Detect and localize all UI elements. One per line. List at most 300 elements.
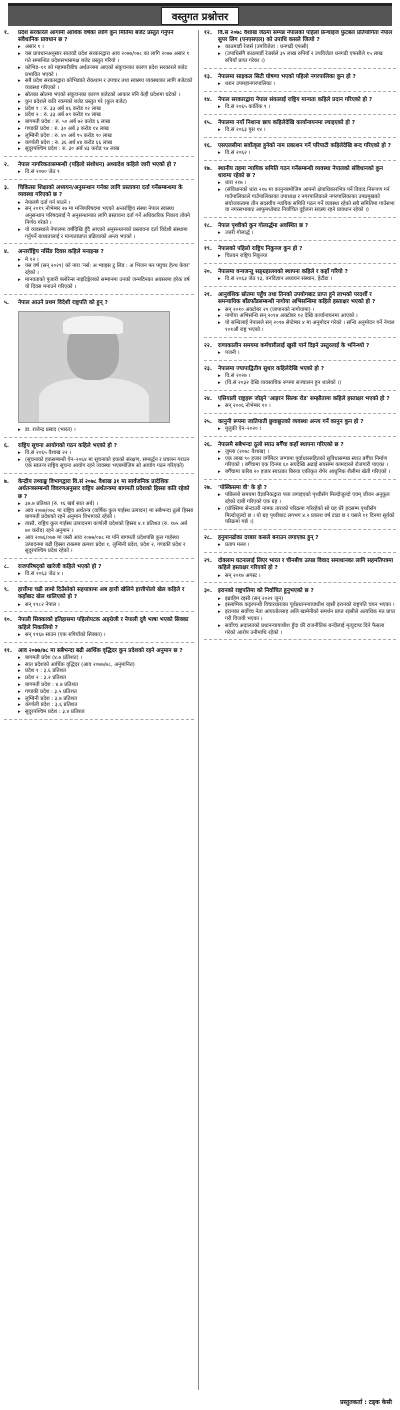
- answer-text: (उपाधिसँगै काठमाडौं रेजर्सले ३५ लाख रुपियाँ र उपविजेता धनगढी एफसीले १५ लाख रुपियाँ प्राप्त गरेका ।): [225, 51, 383, 64]
- bullet-icon: ▸: [18, 668, 21, 675]
- question-line: [204, 166, 396, 180]
- answer-text: स्रोतका स्रोतमा भएको संकुचनका कारण बजेटको आकार पनि केही प्रदेशमा घटेको ।: [25, 91, 181, 98]
- question-line: [204, 588, 396, 595]
- answer-line: [18, 427, 194, 434]
- question-text: आव २०७७/७८ मा सबैभन्दा बढी आर्थिक वृद्धिदर कुन प्रदेशको रहने अनुमान छ ?: [18, 647, 183, 654]
- question-number: १०.: [4, 617, 12, 624]
- question-separator: [4, 156, 194, 157]
- question-line: [4, 249, 194, 256]
- answer-line: [18, 263, 194, 277]
- question-item: [204, 223, 396, 241]
- question-text: राजपरिषद्को खारेजी कहिले भएको हो ?: [18, 564, 102, 571]
- question-text: चिकित्सा शिक्षाको अध्ययन/अनुसन्धान गर्नका लागि प्रस्तावना दर्ता गर्नेसम्बन्धमा के व्यवस्था गरिएको छ ?: [18, 185, 183, 199]
- bullet-icon: ▸: [218, 602, 221, 609]
- answer-text: आव २०७६/०७७ मा जस्तै आव २०७७/०७८ मा पनि बागमती प्रदेशपछि कुल गार्हस्थ्य उत्पादनमा बढी हिस्सा राख्नमा क्रमशः प्रदेश १, लुम्बिनी प्रदेश, प्रदेश २, गण्डकी प्रदेश र सुदूरपश्चिम प्रदेश रहेको ।: [25, 534, 186, 555]
- question-item: [204, 120, 396, 138]
- question-number: १९.: [204, 246, 212, 253]
- answer-line: [18, 709, 194, 716]
- bullet-icon: ▸: [218, 372, 221, 379]
- answer-text: इस्लामिक कट्टरपन्थी विचारधाराका पूर्वप्रधानन्यायाधीश रइसी इरानको राष्ट्रपति चयन भएका ।: [225, 602, 395, 609]
- bullet-icon: ▸: [218, 180, 221, 187]
- answer-text: वि.सं २०६२ ।: [225, 150, 251, 156]
- answer-text: सन् १९६७ साउन (एक रुपियाँको सिक्का) ।: [25, 631, 106, 638]
- question-text: नेपाल आउने प्रथम विदेशी राष्ट्रपति को हुन् ?: [18, 299, 108, 306]
- question-line: [204, 74, 396, 81]
- question-item: [4, 564, 194, 582]
- answer-text: बगैँचामा करिब २० हजार स्याउका बिरुवा एकीकृत रोपेर आधुनिक शैलीमा खेती गरिएको ।: [225, 469, 391, 476]
- question-line: [4, 587, 194, 601]
- question-separator: [4, 611, 194, 612]
- answer-text: इरानका सर्वोच्च नेता आयातोल्लाह अलि खामेनीको समर्थन प्राप्त रइसीले अत्यधिक मत प्राप्त गरी विजयी भएका ।: [225, 609, 396, 622]
- bullet-icon: ▸: [218, 44, 221, 51]
- question-separator: [204, 263, 396, 264]
- bullet-icon: ▸: [218, 313, 221, 320]
- answer-text: सुदूरपश्चिम प्रदेश : रु. ३० अर्ब ४३ करोड ९४ लाख: [25, 146, 120, 153]
- answer-line: [218, 542, 396, 549]
- answer-text: (वि.सं २०३२ देखि व्यवसायिक रूपमा सञ्चालन हुन थालेको ।): [225, 379, 342, 386]
- question-line: [204, 30, 396, 44]
- answer-line: [18, 99, 194, 106]
- answer-text: इब्राहिम रइसी (सन् २०२१ जुन): [225, 595, 284, 602]
- answer-line: [18, 78, 194, 92]
- question-number: १७.: [204, 165, 212, 172]
- answer-text: धरान उपमहानगरपालिका ।: [225, 81, 276, 87]
- question-separator: [4, 437, 194, 438]
- answer-text: वि.सं २०६५ वैशाख २२ ।: [25, 449, 72, 456]
- answer-text: मे १२ ।: [25, 256, 39, 263]
- bullet-icon: ▸: [18, 64, 21, 71]
- answer-line: [18, 655, 194, 662]
- answer-line: [218, 253, 396, 260]
- bullet-icon: ▸: [218, 455, 221, 462]
- answer-line: [218, 150, 396, 157]
- bullet-icon: ▸: [18, 169, 21, 176]
- bullet-icon: ▸: [218, 425, 221, 432]
- answer-line: [218, 449, 396, 456]
- question-item: [204, 143, 396, 161]
- answer-text: पछिल्लो समयमा वैज्ञानिकद्वारा पत्ता लगाइएको पृथ्वीसँग मिल्दोजुल्दो एवम् जीवन अनुकूल रहेको दाबी गरिएको एक ग्रह ।: [225, 492, 390, 505]
- answer-line: [18, 675, 194, 682]
- bullet-icon: ▸: [18, 98, 21, 105]
- question-separator: [4, 179, 194, 180]
- question-separator: [204, 413, 396, 414]
- answer-text: वि.सं २०२७ ।: [225, 372, 251, 379]
- answer-text: (सूचनाको हकसम्बन्धी ऐन–२०६४ मा सूचनाको हकको संरक्षण, सम्बर्द्धन र प्रचलन गराउन एक स्वतन्त्र राष्ट्रिय सूचना आयोग रहने व्यवस्था भएबमोजिम सो आयोग गठन गरिएको): [25, 456, 190, 470]
- question-item: [4, 587, 194, 612]
- question-item: [204, 588, 396, 640]
- answer-line: [18, 682, 194, 689]
- answer-line: [18, 51, 194, 65]
- answer-line: [218, 230, 396, 237]
- question-line: [204, 419, 396, 426]
- question-number: २५.: [204, 418, 212, 425]
- question-number: २९.: [204, 558, 212, 565]
- bullet-icon: ▸: [18, 507, 21, 514]
- answer-line: [218, 573, 396, 580]
- question-line: [204, 343, 396, 350]
- answer-text: उत्तरी गोलार्द्ध ।: [225, 230, 254, 237]
- answer-text: कर्णाली प्रदेश : रु. ३६ अर्ब ४४ करोड ६६ लाख: [25, 139, 112, 146]
- question-separator: [204, 114, 396, 115]
- answer-text: यस वर्ष (सन् २०२१) को नारा 'नर्स: अ भ्वाइस टु लिड : अ भिजन फर फ्युचर हेल्थ केयर' रहेको ।: [25, 263, 190, 277]
- answer-line: [218, 623, 396, 637]
- answer-text: जुम्ला (२०७८ वैशाख) ।: [225, 448, 270, 455]
- bullet-icon: ▸: [218, 469, 221, 476]
- bullet-icon: ▸: [218, 492, 221, 499]
- bullet-icon: ▸: [218, 127, 221, 133]
- portrait-cap: [63, 316, 123, 334]
- answer-text: बागमती प्रदेश : ४.७ प्रतिशत: [25, 681, 78, 688]
- answer-text: प्रदेश २ : रु. ३३ अर्ब ७९ करोड १४ लाख: [25, 112, 101, 119]
- answer-line: [218, 350, 396, 357]
- bullet-icon: ▸: [18, 661, 21, 668]
- question-item: [204, 166, 396, 218]
- question-number: १३.: [204, 73, 212, 80]
- bullet-icon: ▸: [18, 688, 21, 695]
- answer-text: सात प्रदेशको आर्थिक वृद्धिदर (आव २०७७/७८, अनुमानित): [25, 661, 135, 668]
- answer-text: प्रदेश १ : ३.६ प्रतिशत: [25, 668, 67, 675]
- bullet-icon: ▸: [18, 456, 21, 463]
- answer-line: [18, 632, 194, 639]
- answer-line: [218, 81, 396, 88]
- question-line: [204, 143, 396, 150]
- answer-text: यो व्यवस्थाले नेपालमा वर्षौंदेखि हुँदै आएको अनुसन्धानको प्रस्तावना दर्ता विदेशी संस्थामा गर्नुपर्ने बाध्यतालाई र मान्यताप्राप्त प्रक्रियाको अन्त्य भएको ।: [25, 226, 188, 240]
- bullet-icon: ▸: [218, 622, 221, 629]
- bullet-icon: ▸: [218, 104, 221, 110]
- bullet-icon: ▸: [218, 572, 221, 579]
- bullet-icon: ▸: [218, 51, 221, 58]
- question-number: २७.: [204, 484, 212, 491]
- answer-text: वि.सं २०७० जेठ ९: [25, 169, 60, 176]
- question-line: [4, 479, 194, 501]
- question-text: नेपालमा ज्यापाद्वितीय सुधार कहिलेदेखि भएको हो ?: [218, 365, 324, 372]
- question-separator: [204, 91, 396, 92]
- question-line: [204, 292, 396, 306]
- question-separator: [204, 639, 396, 640]
- answer-text: गण्डकी प्रदेश : रु. ३० अर्ब ३ करोड १४ लाख: [25, 125, 109, 132]
- answer-text: वि.सं २०६३ पुस १४ ।: [225, 127, 266, 133]
- question-item: [204, 558, 396, 583]
- question-item: [204, 74, 396, 92]
- question-number: ८.: [4, 564, 10, 571]
- bullet-icon: ▸: [18, 709, 21, 716]
- question-number: ५.: [4, 299, 10, 306]
- answer-text: (संविधानको धारा २१७ मा कानुनबमोजिम आफ्नो क्षेत्राधिकारभित्र पर्ने विवाद निरूपण गर्न गाउँपालिकाले गाउँपालिकाका उपाध्यक्ष र नगरपालिकाले नगरपालिकाका उपप्रमुखको संयोजकत्वमा तीन सदस्यीय न्यायिक समिति गठन गर्ने व्यवस्था रहेको सबै समितिमा गाउँसभा वा नगरसभाबाट आफूमध्येबाट निर्वाचित दुईजना सदस्य रहने प्रावधान रहेको ।): [225, 187, 395, 214]
- bullet-icon: ▸: [218, 187, 221, 193]
- question-item: [4, 249, 194, 294]
- right-column: [204, 30, 396, 1390]
- answer-text: प्रदेश १ : रु. ३३ अर्ब ४६ करोड ९२ लाख: [25, 105, 101, 112]
- question-text: हात्तीमा चढी लामो दिउँसोको सहयात्रामा अब हात्ती खेलिने हात्तीपोलो खेल कहिले र कहाँबाट खेल थालिएको हो ?: [18, 587, 185, 601]
- bullet-icon: ▸: [18, 521, 21, 528]
- bullet-icon: ▸: [18, 601, 21, 608]
- question-number: ११.: [4, 647, 12, 654]
- answer-text: प्रताप मल्ल ।: [225, 542, 250, 549]
- author-credit: प्रस्तुतकर्ता : टड्क केसी: [340, 1399, 392, 1406]
- question-separator: [204, 337, 396, 338]
- question-text: नेपालमा साइकल सिटी घोषणा भएको पहिलो नगरपालिका कुन हो ?: [218, 73, 356, 80]
- question-line: [204, 535, 396, 542]
- question-text: 'पोस्किसमा वी' के हो ?: [218, 484, 267, 491]
- question-number: ७.: [4, 479, 10, 486]
- answer-line: [18, 450, 194, 457]
- answer-line: [218, 426, 396, 433]
- bullet-icon: ▸: [18, 206, 21, 213]
- question-separator: [4, 558, 194, 559]
- answer-text: डा. राजेन्द्र प्रसाद (भारत) ।: [25, 426, 76, 433]
- answer-text: सन् २०१० अक्टोबर २९ (जापानको नागोयामा) ।: [225, 306, 315, 313]
- answer-line: [18, 169, 194, 176]
- answer-text: कर्णाली प्रदेश : ३.६ प्रतिशत: [25, 702, 78, 709]
- answer-text: सन् २०१९ नोभेम्बर २७ मा मन्त्रिपरिषदमा भएको अन्तर्राष्ट्रिय संस्था नेपाल स्वास्थ्य अनुसन्धान परिषदलाई नै अनुसन्धानका लागि प्रस्तावना दर्ता गर्ने अधिकारिक निकाय तोक्ने निर्णय गरेको ।: [25, 206, 190, 226]
- bullet-icon: ▸: [18, 534, 21, 541]
- question-text: नेपालको पहिलो राष्ट्रिय निकुञ्ज कुन हो ?: [218, 246, 303, 253]
- question-number: २१.: [204, 292, 212, 299]
- question-item: [4, 648, 194, 720]
- question-text: स्थानीय तहमा न्यायिक समिति गठन गर्नेसम्बन्धी व्यवस्था नेपालको संविधानको कुन धारामा रहेको छ ?: [218, 165, 384, 179]
- answer-text: कोभिड–१९ को महामारीबीच अर्थतन्त्रमा आएको संकुचनका कारण प्रदेश सरकारले बजेट प्रभावित भएको ।: [25, 64, 188, 78]
- question-text: वि.सं २०७८ वैशाख जेठमा सम्पन्न नेपालको पहिलो फ्रेन्चाइज फुटबल प्रतियोगिता नेपाल सुपर लिग (एनएसएल) को उपाधि कसले जित्यो ?: [218, 30, 393, 44]
- question-separator: [4, 243, 194, 244]
- question-number: १६.: [204, 142, 212, 149]
- bullet-icon: ▸: [18, 78, 21, 85]
- bullet-icon: ▸: [18, 139, 21, 146]
- bullet-icon: ▸: [18, 695, 21, 702]
- question-item: [204, 485, 396, 530]
- question-number: १२.: [204, 30, 212, 36]
- question-number: ४.: [4, 249, 10, 256]
- question-line: [204, 558, 396, 572]
- bullet-icon: ▸: [18, 675, 21, 682]
- question-item: [4, 617, 194, 642]
- answer-line: [218, 180, 396, 187]
- answer-line: [218, 373, 396, 380]
- question-text: नेपाली सिक्काको इतिहासमा पहिलोपटक अङ्ग्रेजी र नेपाली दुवै भाषा भएको सिक्का कहिले निकालियो ?: [18, 617, 189, 631]
- answer-text: प्रदेश २ : ३.२ प्रतिशत: [25, 675, 67, 682]
- question-separator: [4, 473, 194, 474]
- question-item: [204, 269, 396, 287]
- question-text: नेपालमा नयाँ निशाना छाप कहिलेदेखि कार्यान्वयनमा ल्याइएको हो ?: [218, 119, 355, 126]
- bullet-icon: ▸: [18, 500, 21, 507]
- question-separator: [204, 137, 396, 138]
- question-number: २६.: [204, 441, 212, 448]
- question-number: ३०.: [204, 588, 212, 595]
- question-item: [204, 442, 396, 480]
- question-number: २३.: [204, 365, 212, 372]
- answer-text: धारा २१७ ।: [225, 180, 247, 187]
- bullet-icon: ▸: [18, 125, 21, 132]
- bullet-icon: ▸: [218, 230, 221, 237]
- bullet-icon: ▸: [218, 595, 221, 602]
- answer-line: [218, 506, 396, 526]
- answer-text: लुम्बिनी प्रदेश : रु. ४० अर्ब ९५ करोड ९० लाख: [25, 132, 112, 139]
- bullet-icon: ▸: [18, 631, 21, 638]
- bullet-icon: ▸: [18, 571, 21, 578]
- bullet-icon: ▸: [18, 426, 21, 433]
- question-number: २४.: [204, 395, 212, 402]
- bullet-icon: ▸: [18, 226, 21, 233]
- question-item: [4, 300, 194, 438]
- bullet-icon: ▸: [218, 253, 221, 260]
- bullet-icon: ▸: [218, 81, 221, 87]
- question-item: [204, 396, 396, 414]
- question-number: ३.: [4, 185, 10, 192]
- question-line: [4, 185, 194, 199]
- answer-line: [218, 51, 396, 65]
- answer-line: [18, 126, 194, 133]
- answer-text: मानवताको पुजारी फ्लोरेन्स नाइटिङ्गेलको सम्मानमा उनको जन्मदिनका अवसरमा हरेक वर्ष यो दिवस मनाउने गरिएको ।: [25, 276, 190, 290]
- bullet-icon: ▸: [18, 263, 21, 270]
- question-item: [204, 366, 396, 391]
- answer-text: यो सन्धिलाई नेपालले सन् २०१७ सेप्टेम्बर ४ मा अनुमोदन गरेको । सन्धि अनुमोदन गर्ने नेपाल १०१औं राष्ट्र भएको ।: [225, 320, 395, 333]
- answer-text: सन् २०१७ अगस्ट ।: [225, 572, 261, 579]
- answer-line: [18, 65, 194, 79]
- question-item: [204, 30, 396, 69]
- question-line: [4, 617, 194, 631]
- question-separator: [4, 294, 194, 295]
- bullet-icon: ▸: [18, 91, 21, 98]
- portrait-photo: [18, 311, 170, 423]
- question-separator: [4, 581, 194, 582]
- answer-line: [218, 276, 396, 283]
- answer-text: सन् २००६ नोभेम्बर १० ।: [225, 402, 271, 409]
- question-number: ९.: [4, 587, 10, 594]
- question-item: [4, 479, 194, 559]
- question-number: ६.: [4, 442, 10, 449]
- bullet-icon: ▸: [18, 681, 21, 688]
- answer-text: नागोया अभिसन्धि सन् २०१४ अक्टोबर १२ देखि कार्यान्वयनमा आएको ।: [225, 313, 358, 320]
- answer-line: [18, 227, 194, 241]
- question-separator: [204, 160, 396, 161]
- answer-line: [18, 457, 194, 471]
- question-separator: [204, 479, 396, 480]
- left-column: [4, 30, 194, 1390]
- question-separator: [4, 642, 194, 643]
- bullet-icon: ▸: [218, 349, 221, 356]
- bullet-icon: ▸: [18, 654, 21, 661]
- column-divider: [198, 30, 199, 1390]
- answer-line: [18, 133, 194, 140]
- question-line: [204, 97, 396, 104]
- question-item: [204, 535, 396, 553]
- answer-text: गण्डकी प्रदेश : ३.५ प्रतिशत: [25, 688, 77, 695]
- answer-text: वि.सं २०६५ कार्तिक ९ ।: [225, 104, 271, 110]
- answer-text: बागमती प्रदेश : रु. ५० अर्ब ७२ करोड ६ लाख: [25, 119, 110, 126]
- answer-text: ३७.७ प्रतिशत (रु. १६ खर्ब सात अर्ब) ।: [25, 500, 99, 507]
- question-separator: [204, 240, 396, 241]
- question-separator: [204, 217, 396, 218]
- question-number: २.: [4, 162, 10, 169]
- answer-line: [18, 92, 194, 99]
- bullet-icon: ▸: [218, 320, 221, 327]
- question-text: नेपाल नागरिकतासम्बन्धी (पहिलो संशोधन) अध्यादेश कहिले जारी भएको हो ?: [18, 162, 177, 169]
- bullet-icon: ▸: [218, 306, 221, 313]
- bullet-icon: ▸: [218, 379, 221, 386]
- section-header: [8, 3, 392, 26]
- question-number: २०.: [204, 269, 212, 276]
- question-number: १५.: [204, 119, 212, 126]
- question-item: [204, 292, 396, 338]
- question-text: राणाकालीन समयमा कर्मचारीलाई खुसी पार्न दिइने उस्तुरलाई के भनिन्थ्यो ?: [218, 342, 370, 349]
- question-item: [4, 185, 194, 244]
- answer-line: [18, 521, 194, 535]
- answer-line: [18, 571, 194, 578]
- answer-line: [218, 609, 396, 623]
- question-item: [204, 343, 396, 361]
- question-text: दोक्लाम घटनालाई लिएर भारत र चीनबीच उत्पन्न विवाद समाधानका लागि सहमतिपत्रमा कहिले हस्ताक्षर गरिएको हो ?: [218, 558, 394, 572]
- answer-text: सर्वोच्च अदालतको प्रधानन्यायाधीश हुँदा धेरै राजनीतिक बन्दीलाई मृत्युदण्ड दिने फैसला गरेको आरोप उनीमाथि रहेको ।: [225, 622, 385, 636]
- question-separator: [204, 582, 396, 583]
- answer-line: [218, 380, 396, 387]
- answer-text: काठमाडौं रेजर्स (उपविजेता : धनगढी एफसी): [225, 44, 309, 51]
- answer-text: यस प्रावधानअनुसार सातवटै प्रदेश सरकारद्वारा आव २०७७/०७८ का लागि २०७७ असार १ गते सम्बन्धित प्रदेशसभासमक्ष बजेट प्रस्तुत गरियो ।: [25, 51, 190, 64]
- bullet-icon: ▸: [18, 132, 21, 139]
- question-item: [204, 419, 396, 437]
- question-text: अन्तर्राष्ट्रिय नर्सिङ दिवस कहिले मनाइन्छ ?: [18, 249, 104, 256]
- bullet-icon: ▸: [18, 449, 21, 456]
- answer-line: [218, 403, 396, 410]
- section-title: वस्तुगत प्रश्नोत्तर: [161, 7, 239, 25]
- question-line: [204, 120, 396, 127]
- portrait-body: [39, 378, 149, 423]
- question-line: [4, 443, 194, 450]
- bullet-icon: ▸: [18, 702, 21, 709]
- bullet-icon: ▸: [218, 609, 221, 616]
- answer-text: असार १ ।: [25, 44, 44, 51]
- bullet-icon: ▸: [18, 112, 21, 119]
- bullet-icon: ▸: [218, 402, 221, 409]
- question-text: राष्ट्रिय सूचना आयोगको गठन कहिले भएको हो ?: [18, 442, 117, 449]
- question-number: २२.: [204, 342, 212, 349]
- answer-line: [18, 277, 194, 291]
- answer-line: [218, 187, 396, 214]
- question-separator: [204, 529, 396, 530]
- answer-line: [18, 689, 194, 696]
- bullet-icon: ▸: [218, 448, 221, 455]
- question-text: नेपालमा वन्यजन्तु सङ्ग्रहालयको स्थापना कहिले र कहाँ गरियो ?: [218, 269, 348, 276]
- question-item: [4, 162, 194, 180]
- answer-text: लुम्बिनी प्रदेश : ३.७ प्रतिशत: [25, 695, 78, 702]
- question-separator: [204, 360, 396, 361]
- answer-line: [218, 320, 396, 334]
- question-text: नेपाल सरकारद्वारा नेपाल संवत्लाई राष्ट्रिय मान्यता कहिले प्रदान गरिएको हो ?: [218, 96, 373, 103]
- question-separator: [204, 390, 396, 391]
- answer-text: त्यस्तै, राष्ट्रिय कुल गार्हस्थ उत्पादनमा कर्णाली प्रदेशको हिस्सा ४.१ प्रतिशत (रु. १७५ अर्ब ७० करोड) रहने अनुमान ।: [25, 521, 188, 534]
- question-item: [4, 30, 194, 157]
- bullet-icon: ▸: [18, 105, 21, 112]
- question-line: [4, 648, 194, 655]
- answer-line: [18, 535, 194, 555]
- answer-line: [218, 104, 396, 111]
- question-text: एसएलसीमा सर्वोत्कृष्ट हुनेको नाम प्रकाशन गर्ने परिपाटी कहिलेदेखि बन्द गरिएको हो ?: [218, 142, 392, 149]
- question-item: [4, 443, 194, 475]
- answer-text: (प्रोक्सिमा सेन्टाउरी नामक ताराको परिक्रमा गरिरहेको सो ग्रह धेरै हदसम्म पृथ्वीसँग मिल्दोजुल्दो छ । यो ग्रह पृथ्वीबाट लगभग ४.२ प्रकाश वर्ष टाढा छ र यसले ११ दिनमा सूर्यको परिक्रमा गर्छ ।): [225, 505, 395, 526]
- answer-line: [218, 456, 396, 470]
- question-text: नेपालमै सबैभन्दा ठूलो स्याउ बगैँचा कहाँ स्थापना गरिएको छ ?: [218, 441, 344, 448]
- answer-text: सुदूरपश्चिम प्रदेश : ३.४ प्रतिशत: [25, 709, 85, 716]
- answer-text: वि.सं २०६३ जेठ ४ ।: [25, 571, 64, 578]
- answer-line: [18, 602, 194, 609]
- answer-text: सबै प्रदेश सरकारद्वारा कोभिडको रोकथाम र उपचार तथा स्वास्थ्य व्यवस्थाका लागि बजेटको व्यवस्था गरिएको ।: [25, 78, 193, 92]
- question-separator: [4, 719, 194, 720]
- question-separator: [204, 68, 396, 69]
- question-separator: [204, 436, 396, 437]
- answer-text: सन् १९८२ नेपाल ।: [25, 601, 60, 608]
- answer-line: [218, 492, 396, 506]
- question-text: प्रदेश सरकारले आगामी आर्थिक वर्षका लागि कुन मितिमा बजेट प्रस्तुत गर्नुपर्ने संवैधानिक प्रावधान छ ?: [18, 30, 174, 44]
- answer-text: नेपालमै दर्ता गर्न पाउने ।: [25, 199, 71, 206]
- question-text: हनुमानढोका दरबार कसले बनाउन लगाएका हुन् ?: [218, 535, 319, 542]
